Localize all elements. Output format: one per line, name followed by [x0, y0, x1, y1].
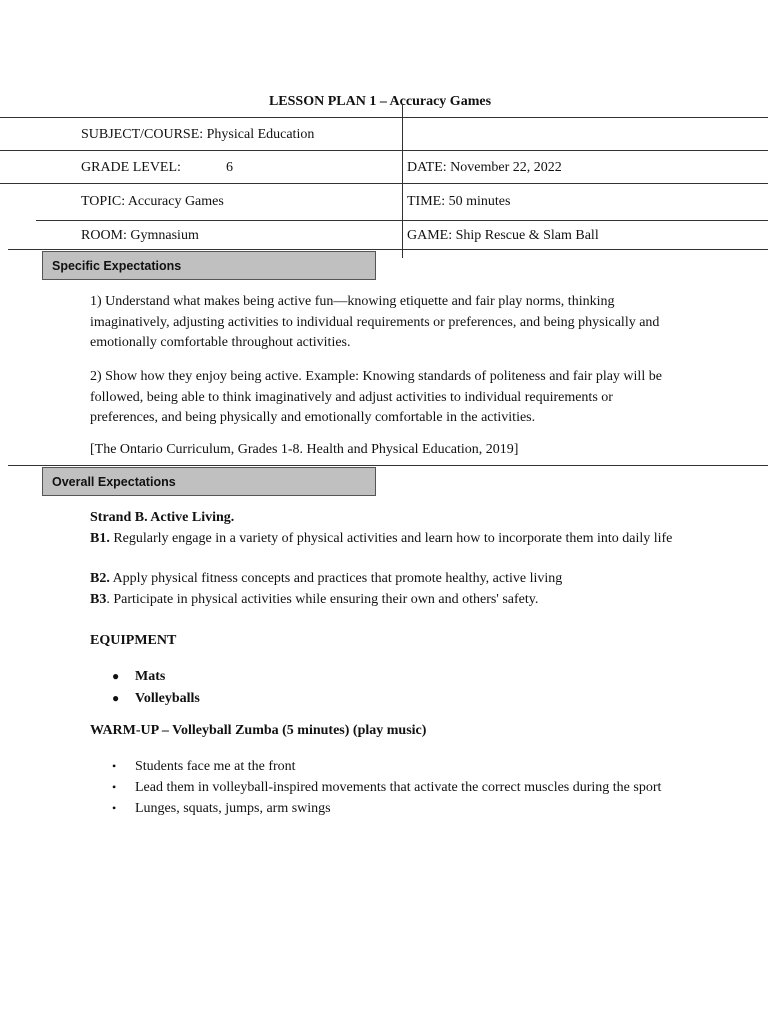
list-item: • Lunges, squats, jumps, arm swings [90, 798, 680, 819]
page-title: LESSON PLAN 1 – Accuracy Games [268, 94, 492, 109]
b2-text: Apply physical fitness concepts and practices that promote healthy, active living [109, 571, 563, 586]
list-item: ● Volleyballs [90, 688, 680, 709]
list-item: • Lead them in volleyball-inspired movements that activate the correct muscles during the sport [90, 777, 680, 798]
topic-cell: TOPIC: Accuracy Games [81, 194, 224, 209]
table-border-top [0, 117, 768, 118]
bullet-icon: • [112, 780, 117, 794]
b3-text: . Participate in physical activities while ensuring their own and others' safety. [106, 592, 539, 607]
bullet-icon: ● [112, 669, 120, 683]
date-cell: DATE: November 22, 2022 [407, 160, 562, 175]
grade-label: GRADE LEVEL: [81, 160, 181, 175]
strand-heading: Strand B. Active Living. [90, 510, 235, 525]
warmup-list [90, 756, 680, 819]
time-cell: TIME: 50 minutes [407, 194, 511, 209]
table-border-bottom [8, 249, 768, 250]
b3-label: B3 [90, 592, 107, 607]
specific-expectations-heading: Specific Expectations [42, 251, 376, 280]
table-divider-1 [0, 150, 768, 151]
list-item: ● Mats [90, 666, 680, 687]
bullet-icon: • [112, 759, 117, 773]
specific-expectation-1: 1) Understand what makes being active fun—knowing etiquette and fair play norms, thinking imaginatively, adjusting activities to individual requirements or preferences, and being physically and emotionally comfortable throughout activities. [90, 294, 660, 350]
warmup-heading: WARM-UP – Volleyball Zumba (5 minutes) (play music) [90, 723, 427, 738]
room-cell: ROOM: Gymnasium [81, 228, 199, 243]
equipment-heading: EQUIPMENT [90, 633, 177, 648]
table-divider-2 [0, 183, 768, 184]
grade-value: 6 [226, 160, 233, 175]
b2-label: B2. [90, 571, 110, 586]
overall-expectations-heading: Overall Expectations [42, 467, 376, 496]
section-divider [8, 465, 768, 466]
b1-label: B1. [90, 531, 110, 546]
bullet-icon: ● [112, 691, 120, 705]
table-column-divider [402, 104, 403, 258]
subject-cell: SUBJECT/COURSE: Physical Education [81, 127, 315, 142]
game-cell: GAME: Ship Rescue & Slam Ball [407, 228, 599, 243]
curriculum-source: [The Ontario Curriculum, Grades 1-8. Health and Physical Education, 2019] [90, 442, 519, 457]
expectation-b1 [90, 529, 680, 550]
list-item: • Students face me at the front [90, 756, 680, 777]
bullet-icon: • [112, 801, 117, 815]
b1-text: Regularly engage in a variety of physical activities and learn how to incorporate them into daily life [109, 531, 673, 546]
equipment-list [90, 666, 680, 710]
expectation-b3 [90, 592, 538, 608]
specific-expectation-2: 2) Show how they enjoy being active. Example: Knowing standards of politeness and fair play will be followed, being able to think imaginatively and adjust activities to individual requirements or preferences, and being physically and emotionally comfortable in the activities. [90, 369, 662, 425]
expectation-b2 [90, 571, 562, 587]
